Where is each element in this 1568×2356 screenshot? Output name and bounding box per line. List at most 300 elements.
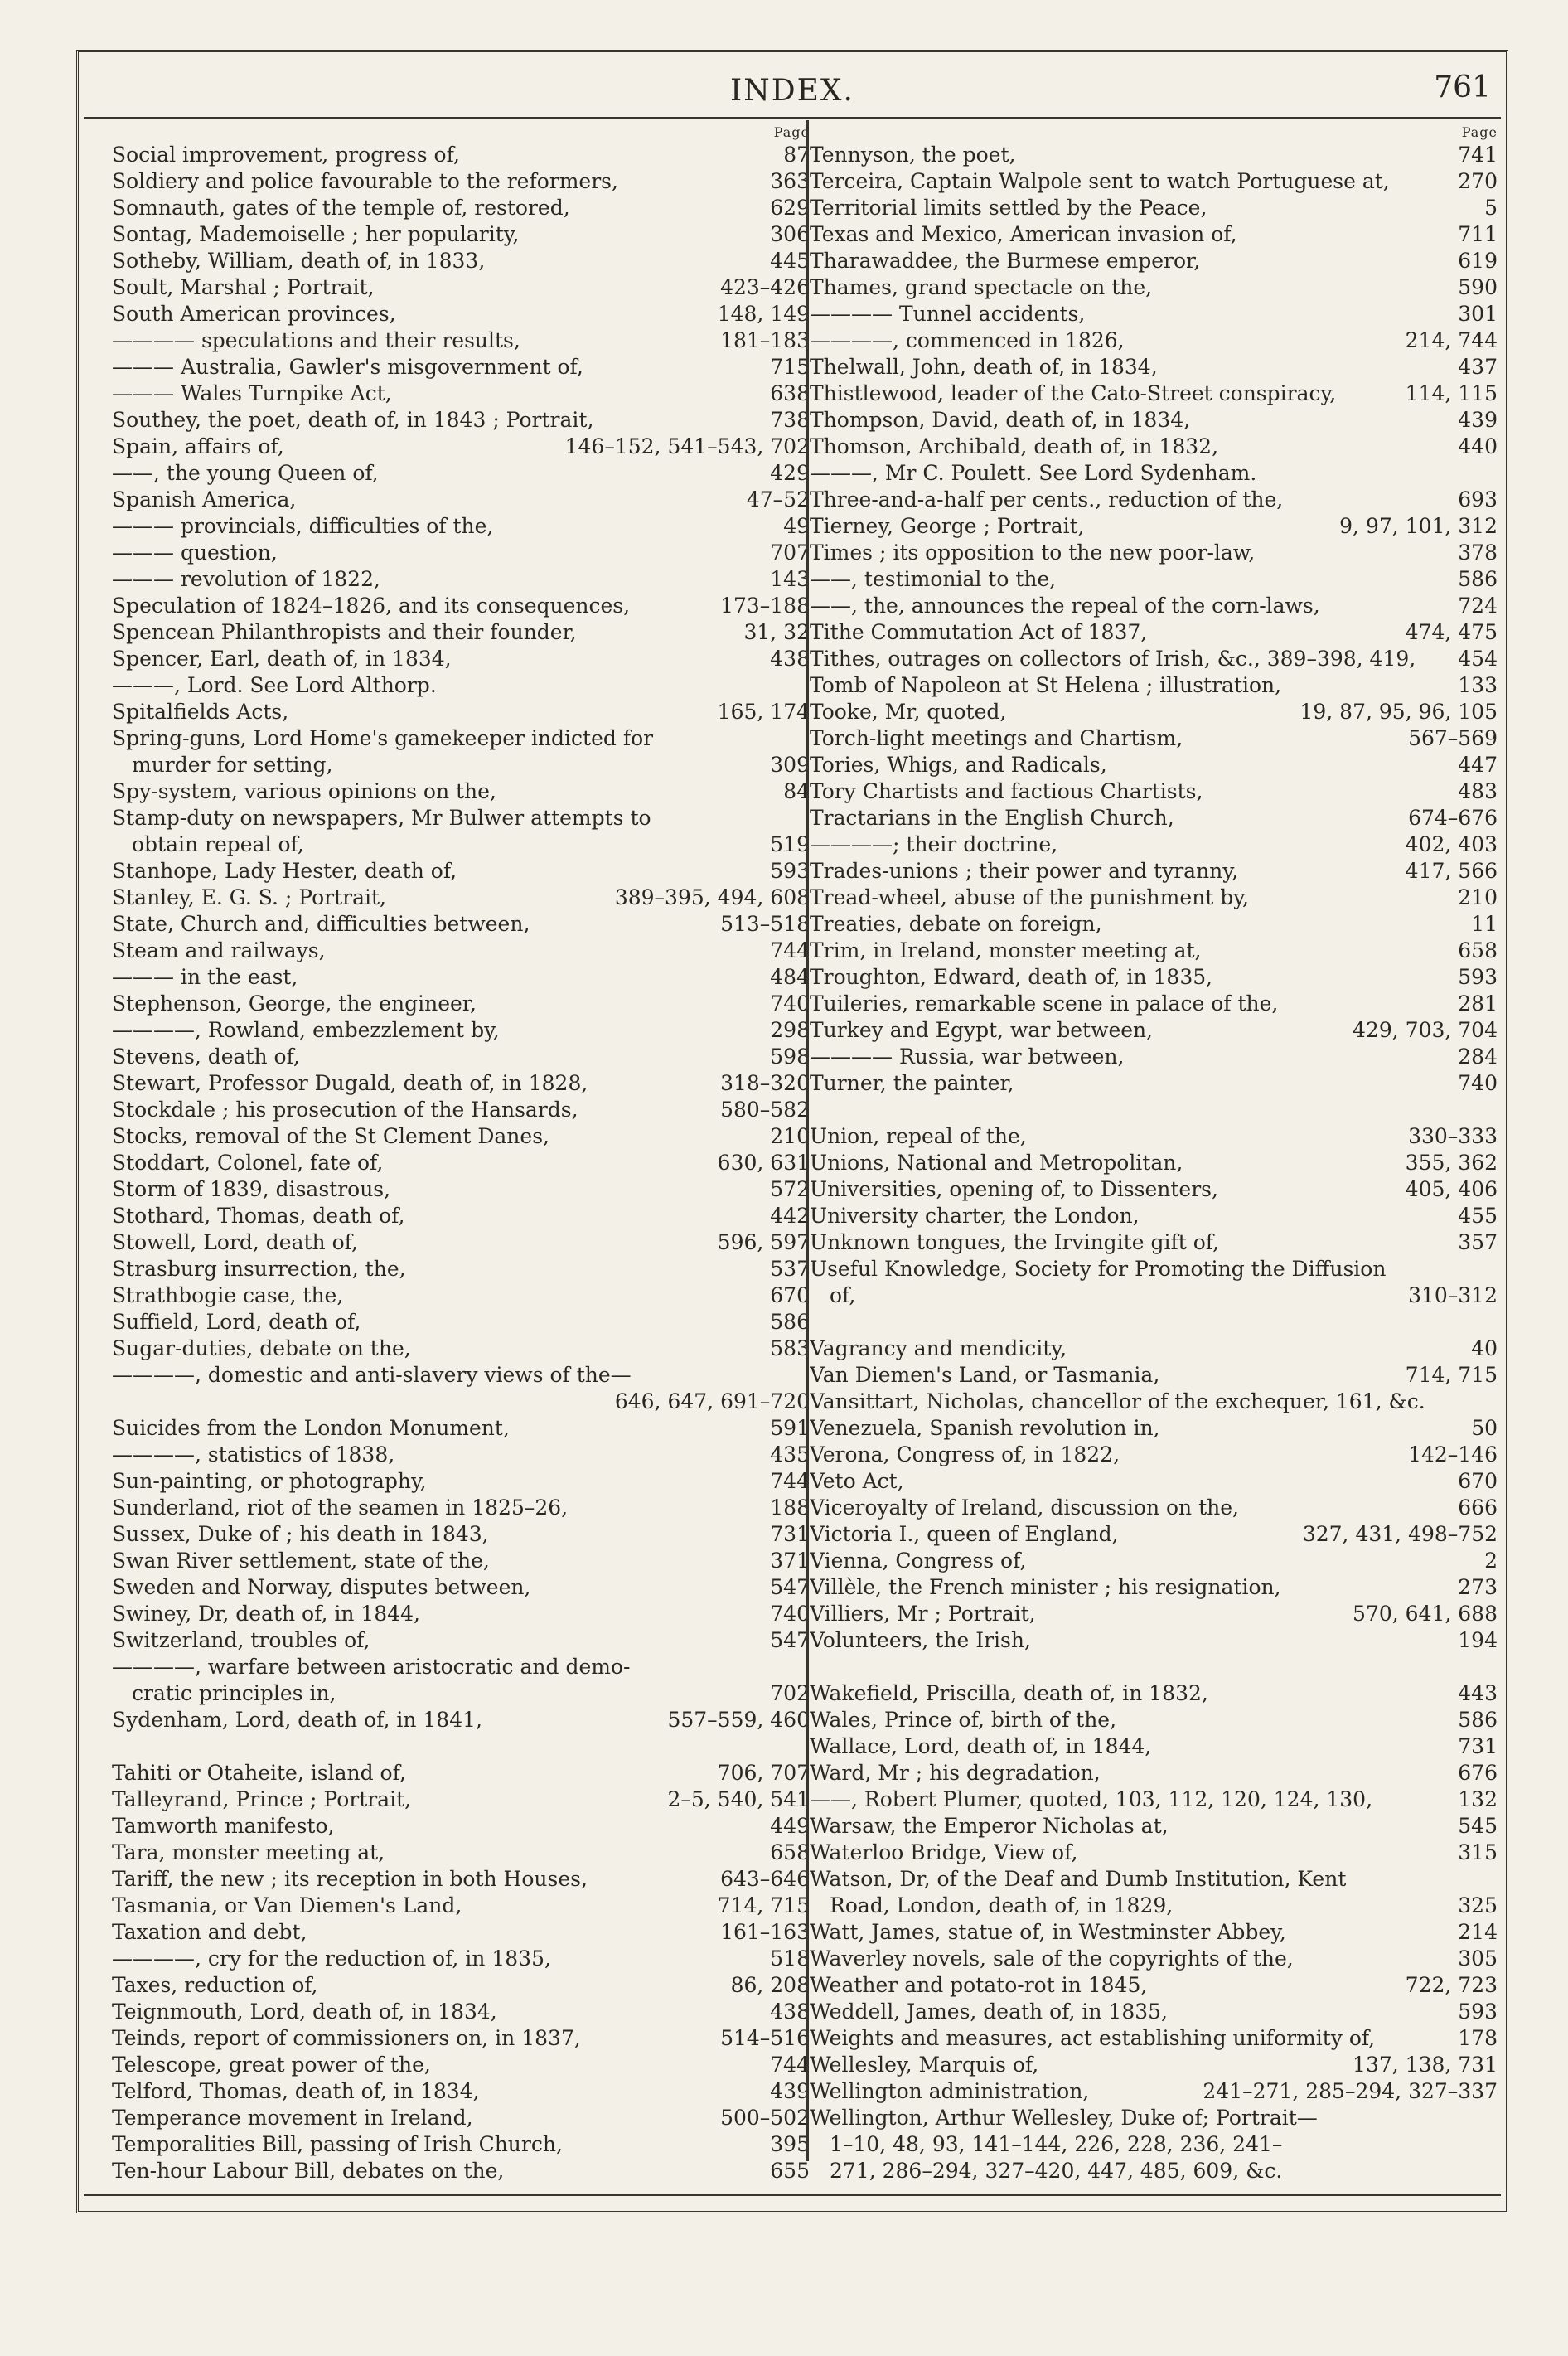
entry-text: Taxation and debt, <box>112 1920 307 1944</box>
entry-pages: 173–188 <box>720 594 810 618</box>
entry-text: Sussex, Duke of ; his death in 1843, <box>112 1522 489 1546</box>
entry-text: ———— Tunnel accidents, <box>810 302 1086 326</box>
entry-pages: 310–312 <box>1408 1283 1498 1307</box>
index-page <box>76 50 1508 2213</box>
index-entry <box>112 1548 818 1574</box>
entry-text: Switzerland, troubles of, <box>112 1628 370 1652</box>
index-entry <box>810 1495 1506 1521</box>
index-entry <box>112 778 818 805</box>
entry-text: Territorial limits settled by the Peace, <box>810 196 1207 220</box>
index-entry <box>810 2052 1506 2078</box>
entry-text: Sydenham, Lord, death of, in 1841, <box>112 1708 482 1732</box>
index-entry <box>810 221 1506 248</box>
index-entry <box>112 752 818 778</box>
index-entry <box>112 1044 818 1070</box>
entry-pages: 715 <box>770 355 810 379</box>
entry-pages: 214, 744 <box>1405 328 1498 352</box>
index-entry <box>112 1866 818 1893</box>
index-entry <box>112 2158 818 2184</box>
entry-text: Unknown tongues, the Irvingite gift of, <box>810 1230 1220 1254</box>
entry-text: Tamworth manifesto, <box>112 1814 335 1838</box>
entry-text: Stevens, death of, <box>112 1045 300 1069</box>
index-entry <box>112 938 818 964</box>
entry-pages: 84 <box>783 779 810 803</box>
index-entry <box>112 434 818 460</box>
entry-text: Stockdale ; his prosecution of the Hansards, <box>112 1098 578 1122</box>
entry-text: Stanhope, Lady Hester, death of, <box>112 859 457 883</box>
entry-text: Spring-guns, Lord Home's gamekeeper indicted for <box>112 726 654 750</box>
entry-pages: 355, 362 <box>1405 1151 1498 1175</box>
entry-text: ——— Wales Turnpike Act, <box>112 381 392 405</box>
entry-pages: 591 <box>770 1416 810 1440</box>
entry-text: Stamp-duty on newspapers, Mr Bulwer attempts to <box>112 806 651 830</box>
entry-text: Tariff, the new ; its reception in both Houses, <box>112 1867 588 1891</box>
entry-text: Torch-light meetings and Chartism, <box>810 726 1183 750</box>
entry-pages: 740 <box>1458 1071 1498 1095</box>
entry-pages: 330–333 <box>1408 1124 1498 1148</box>
entry-text: Wallace, Lord, death of, in 1844, <box>810 1734 1152 1758</box>
index-entry <box>810 168 1506 195</box>
index-entry <box>810 1707 1506 1733</box>
index-entry <box>810 1468 1506 1495</box>
entry-pages: 454 <box>1458 647 1498 671</box>
entry-text: Telescope, great power of the, <box>112 2053 431 2077</box>
entry-text: Storm of 1839, disastrous, <box>112 1177 391 1201</box>
index-entry <box>112 1521 818 1548</box>
index-entry <box>810 885 1506 911</box>
entry-pages: 439 <box>770 2079 810 2103</box>
entry-text: ——, the young Queen of, <box>112 461 379 485</box>
index-entry <box>810 2078 1506 2105</box>
entry-text: Villiers, Mr ; Portrait, <box>810 1602 1036 1626</box>
entry-text: Tories, Whigs, and Radicals, <box>810 753 1107 777</box>
index-entry <box>112 327 818 354</box>
index-entry <box>112 911 818 938</box>
entry-pages: 405, 406 <box>1405 1177 1498 1201</box>
entry-text: Suicides from the London Monument, <box>112 1416 510 1440</box>
entry-pages: 449 <box>770 1814 810 1838</box>
index-entry <box>112 991 818 1017</box>
entry-pages: 545 <box>1458 1814 1498 1838</box>
page-header <box>79 52 1506 119</box>
entry-pages: 646, 647, 691–720 <box>614 1389 810 1413</box>
entry-pages: 674–676 <box>1408 806 1498 830</box>
index-entry <box>112 1813 818 1840</box>
index-entry <box>112 725 818 752</box>
entry-pages: 318–320 <box>720 1071 810 1095</box>
entry-pages: 165, 174 <box>717 700 810 724</box>
index-entry <box>810 195 1506 221</box>
entry-pages: 744 <box>770 938 810 962</box>
index-entry <box>810 1946 1506 1972</box>
entry-pages: 443 <box>1458 1681 1498 1705</box>
index-entry <box>810 1601 1506 1627</box>
entry-pages: 327, 431, 498–752 <box>1302 1522 1498 1546</box>
index-entry <box>112 540 818 566</box>
entry-text: Sun-painting, or photography, <box>112 1469 427 1493</box>
page-number: 761 <box>1434 70 1491 104</box>
entry-text: Times ; its opposition to the new poor-law, <box>810 541 1256 565</box>
entry-pages: 693 <box>1458 487 1498 511</box>
header-rule <box>84 117 1501 119</box>
entry-pages: 483 <box>1458 779 1498 803</box>
index-entry <box>112 1256 818 1282</box>
entry-pages: 572 <box>770 1177 810 1201</box>
index-entry <box>112 301 818 327</box>
entry-pages: 722, 723 <box>1405 1973 1498 1997</box>
index-entry <box>112 1150 818 1176</box>
entry-text: obtain repeal of, <box>132 832 304 856</box>
entry-text: Universities, opening of, to Dissenters, <box>810 1177 1218 1201</box>
entry-pages: 305 <box>1458 1946 1498 1971</box>
index-entry <box>810 1203 1506 1229</box>
entry-text: Tory Chartists and factious Chartists, <box>810 779 1203 803</box>
index-entry <box>112 1309 818 1336</box>
entry-pages: 455 <box>1458 1204 1498 1228</box>
index-entry <box>112 805 818 831</box>
entry-pages: 666 <box>1458 1496 1498 1520</box>
entry-text: Tithes, outrages on collectors of Irish, &c., 389–398, 419, <box>810 647 1416 671</box>
entry-text: ————, statistics of 1838, <box>112 1442 395 1466</box>
entry-pages: 2 <box>1484 1549 1498 1573</box>
entry-pages: 146–152, 541–543, 702 <box>564 434 810 458</box>
entry-text: University charter, the London, <box>810 1204 1140 1228</box>
entry-text: Temperance movement in Ireland, <box>112 2106 473 2130</box>
entry-pages: 724 <box>1458 594 1498 618</box>
entry-text: Union, repeal of the, <box>810 1124 1027 1148</box>
index-entry <box>112 1627 818 1654</box>
entry-text: Teignmouth, Lord, death of, in 1834, <box>112 2000 497 2024</box>
entry-text: Tractarians in the English Church, <box>810 806 1174 830</box>
entry-text: Tennyson, the poet, <box>810 143 1016 167</box>
entry-pages: 500–502 <box>720 2106 810 2130</box>
index-entry <box>112 1123 818 1150</box>
index-entry <box>112 1229 818 1256</box>
index-entry <box>810 2158 1506 2184</box>
index-entry <box>810 964 1506 991</box>
entry-text: Wakefield, Priscilla, death of, in 1832, <box>810 1681 1208 1705</box>
entry-pages: 670 <box>770 1283 810 1307</box>
entry-pages: 5 <box>1484 196 1498 220</box>
entry-pages: 442 <box>770 1204 810 1228</box>
entry-text: Tithe Commutation Act of 1837, <box>810 620 1148 644</box>
entry-text: Strasburg insurrection, the, <box>112 1257 406 1281</box>
index-entry <box>112 2025 818 2052</box>
entry-pages: 284 <box>1458 1045 1498 1069</box>
entry-text: ———— Russia, war between, <box>810 1045 1125 1069</box>
entry-pages: 148, 149 <box>717 302 810 326</box>
index-entry <box>810 1282 1506 1309</box>
index-entry <box>112 1203 818 1229</box>
index-entry <box>112 2052 818 2078</box>
index-entry <box>810 619 1506 646</box>
entry-pages: 598 <box>770 1045 810 1069</box>
index-entry <box>810 1070 1506 1097</box>
entry-text: Turner, the painter, <box>810 1071 1014 1095</box>
entry-pages: 731 <box>770 1522 810 1546</box>
entry-text: Vansittart, Nicholas, chancellor of the exchequer, 161, &c. <box>810 1389 1425 1413</box>
index-entry <box>112 1760 818 1786</box>
index-entry <box>810 752 1506 778</box>
entry-text: murder for setting, <box>132 753 333 777</box>
entry-pages: 676 <box>1458 1761 1498 1785</box>
entry-pages: 593 <box>1458 965 1498 989</box>
entry-pages: 537 <box>770 1257 810 1281</box>
section-gap <box>810 1097 1506 1123</box>
entry-text: Stephenson, George, the engineer, <box>112 991 477 1016</box>
index-entry <box>810 1044 1506 1070</box>
entry-text: Tierney, George ; Portrait, <box>810 514 1085 538</box>
entry-pages: 474, 475 <box>1405 620 1498 644</box>
entry-pages: 437 <box>1458 355 1498 379</box>
entry-text: Stewart, Professor Dugald, death of, in 1828, <box>112 1071 588 1095</box>
entry-text: Wales, Prince of, birth of the, <box>810 1708 1117 1732</box>
entry-text: ————, Rowland, embezzlement by, <box>112 1018 500 1042</box>
index-entry <box>810 1866 1506 1893</box>
entry-pages: 658 <box>1458 938 1498 962</box>
index-entry <box>810 1229 1506 1256</box>
entry-text: Van Diemen's Land, or Tasmania, <box>810 1363 1160 1387</box>
index-entry <box>810 1893 1506 1919</box>
entry-pages: 744 <box>770 1469 810 1493</box>
entry-pages: 547 <box>770 1575 810 1599</box>
entry-text: Tuileries, remarkable scene in palace of the, <box>810 991 1279 1016</box>
entry-text: ——, Robert Plumer, quoted, 103, 112, 120, 124, 130, <box>810 1787 1373 1811</box>
entry-text: Weights and measures, act establishing uniformity of, <box>810 2026 1376 2050</box>
index-entry <box>112 2105 818 2131</box>
entry-text: of, <box>830 1283 856 1307</box>
entry-text: ——, testimonial to the, <box>810 567 1057 591</box>
entry-text: Stanley, E. G. S. ; Portrait, <box>112 885 386 909</box>
index-entry <box>112 1707 818 1733</box>
index-entry <box>112 646 818 672</box>
entry-text: Taxes, reduction of, <box>112 1973 318 1997</box>
entry-pages: 309 <box>770 753 810 777</box>
entry-text: Sugar-duties, debate on the, <box>112 1336 411 1360</box>
index-entry <box>112 964 818 991</box>
entry-text: Spencer, Earl, death of, in 1834, <box>112 647 452 671</box>
entry-text: Tread-wheel, abuse of the punishment by, <box>810 885 1249 909</box>
entry-text: Tooke, Mr, quoted, <box>810 700 1007 724</box>
entry-text: Soldiery and police favourable to the reformers, <box>112 169 618 193</box>
entry-text: Trades-unions ; their power and tyranny, <box>810 859 1239 883</box>
entry-pages: 547 <box>770 1628 810 1652</box>
page-title: INDEX. <box>730 74 854 108</box>
entry-text: Suffield, Lord, death of, <box>112 1310 361 1334</box>
index-entry <box>112 566 818 593</box>
left-page-label: Page <box>773 124 810 140</box>
index-entry <box>810 2025 1506 2052</box>
entry-text: ——— revolution of 1822, <box>112 567 380 591</box>
entry-pages: 567–569 <box>1408 726 1498 750</box>
entry-text: Stowell, Lord, death of, <box>112 1230 358 1254</box>
entry-text: Sotheby, William, death of, in 1833, <box>112 249 486 273</box>
entry-pages: 741 <box>1458 143 1498 167</box>
entry-pages: 744 <box>770 2053 810 2077</box>
entry-text: Thames, grand spectacle on the, <box>810 275 1153 299</box>
index-entry <box>810 1176 1506 1203</box>
entry-text: Treaties, debate on foreign, <box>810 912 1102 936</box>
entry-text: ———, Lord. See Lord Althorp. <box>112 673 437 697</box>
entry-pages: 707 <box>770 541 810 565</box>
index-entry <box>810 1521 1506 1548</box>
entry-text: ————, warfare between aristocratic and demo- <box>112 1655 631 1679</box>
index-entry <box>112 1680 818 1707</box>
index-entry <box>810 1813 1506 1840</box>
entry-text: ———, Mr C. Poulett. See Lord Sydenham. <box>810 461 1257 485</box>
index-entry <box>112 672 818 699</box>
entry-pages: 740 <box>770 991 810 1016</box>
index-entry <box>112 381 818 407</box>
entry-text: Troughton, Edward, death of, in 1835, <box>810 965 1213 989</box>
entry-pages: 711 <box>1458 222 1498 246</box>
index-entry <box>112 1946 818 1972</box>
entry-pages: 630, 631 <box>717 1151 810 1175</box>
entry-text: Spain, affairs of, <box>112 434 284 458</box>
entry-pages: 438 <box>770 2000 810 2024</box>
entry-text: Swan River settlement, state of the, <box>112 1549 490 1573</box>
entry-text: South American provinces, <box>112 302 396 326</box>
index-entry <box>112 1893 818 1919</box>
entry-text: Spitalfields Acts, <box>112 700 289 724</box>
index-entry <box>810 301 1506 327</box>
index-entry <box>112 460 818 487</box>
entry-pages: 435 <box>770 1442 810 1466</box>
index-entry <box>810 725 1506 752</box>
index-entry <box>112 1070 818 1097</box>
entry-text: Trim, in Ireland, monster meeting at, <box>810 938 1202 962</box>
entry-text: Tasmania, or Van Diemen's Land, <box>112 1893 462 1917</box>
index-entry <box>112 168 818 195</box>
entry-text: Villèle, the French minister ; his resignation, <box>810 1575 1281 1599</box>
entry-text: State, Church and, difficulties between, <box>112 912 530 936</box>
entry-pages: 31, 32 <box>743 620 810 644</box>
entry-pages: 596, 597 <box>717 1230 810 1254</box>
entry-text: Watt, James, statue of, in Westminster Abbey, <box>810 1920 1286 1944</box>
index-entry <box>810 1760 1506 1786</box>
entry-pages: 740 <box>770 1602 810 1626</box>
index-entry <box>112 142 818 168</box>
entry-pages: 519 <box>770 832 810 856</box>
entry-pages: 439 <box>1458 408 1498 432</box>
entry-pages: 514–516 <box>720 2026 810 2050</box>
entry-text: Somnauth, gates of the temple of, restored, <box>112 196 570 220</box>
index-entry <box>112 1999 818 2025</box>
entry-text: Sweden and Norway, disputes between, <box>112 1575 531 1599</box>
entry-text: Useful Knowledge, Society for Promoting the Diffusion <box>810 1257 1387 1281</box>
entry-text: Speculation of 1824–1826, and its consequences, <box>112 594 631 618</box>
entry-text: Venezuela, Spanish revolution in, <box>810 1416 1160 1440</box>
entry-pages: 447 <box>1458 753 1498 777</box>
entry-text: Swiney, Dr, death of, in 1844, <box>112 1602 420 1626</box>
entry-pages: 580–582 <box>720 1098 810 1122</box>
index-entry <box>112 1176 818 1203</box>
entry-pages: 731 <box>1458 1734 1498 1758</box>
entry-pages: 194 <box>1458 1628 1498 1652</box>
index-entry <box>810 831 1506 858</box>
entry-text: Veto Act, <box>810 1469 904 1493</box>
entry-text: Stothard, Thomas, death of, <box>112 1204 405 1228</box>
entry-pages: 306 <box>770 222 810 246</box>
entry-pages: 655 <box>770 2159 810 2183</box>
entry-text: Spencean Philanthropists and their founder, <box>112 620 577 644</box>
index-entry <box>810 991 1506 1017</box>
index-entry <box>112 2131 818 2158</box>
index-entry <box>810 487 1506 513</box>
index-entry <box>810 1627 1506 1654</box>
index-entry <box>810 1548 1506 1574</box>
entry-text: Thelwall, John, death of, in 1834, <box>810 355 1158 379</box>
entry-pages: 210 <box>1458 885 1498 909</box>
entry-pages: 161–163 <box>720 1920 810 1944</box>
right-column <box>810 124 1506 2184</box>
entry-text: Tara, monster meeting at, <box>112 1840 385 1864</box>
entry-pages: 583 <box>770 1336 810 1360</box>
index-entry <box>112 248 818 274</box>
index-entry <box>112 619 818 646</box>
index-entry <box>112 1442 818 1468</box>
index-entry <box>810 1574 1506 1601</box>
entry-pages: 281 <box>1458 991 1498 1016</box>
index-entry <box>810 566 1506 593</box>
index-entry <box>810 1919 1506 1946</box>
index-entry <box>810 1786 1506 1813</box>
index-entry <box>810 2105 1506 2131</box>
entry-text: ————; their doctrine, <box>810 832 1058 856</box>
index-entry <box>810 434 1506 460</box>
entry-pages: 47–52 <box>746 487 810 511</box>
index-entry <box>810 938 1506 964</box>
index-entry <box>810 1389 1506 1415</box>
index-entry <box>112 1097 818 1123</box>
entry-text: ————, commenced in 1826, <box>810 328 1125 352</box>
entry-pages: 298 <box>770 1018 810 1042</box>
index-entry <box>810 142 1506 168</box>
index-entry <box>810 858 1506 885</box>
entry-pages: 357 <box>1458 1230 1498 1254</box>
index-entry <box>112 513 818 540</box>
entry-pages: 241–271, 285–294, 327–337 <box>1203 2079 1498 2103</box>
section-gap <box>112 1733 818 1760</box>
index-entry <box>112 831 818 858</box>
entry-text: Ten-hour Labour Bill, debates on the, <box>112 2159 505 2183</box>
entry-pages: 50 <box>1471 1416 1498 1440</box>
entry-pages: 188 <box>770 1496 810 1520</box>
entry-text: Texas and Mexico, American invasion of, <box>810 222 1237 246</box>
entry-pages: 429 <box>770 461 810 485</box>
entry-pages: 590 <box>1458 275 1498 299</box>
index-entry <box>810 778 1506 805</box>
entry-text: Soult, Marshal ; Portrait, <box>112 275 375 299</box>
entry-pages: 702 <box>770 1681 810 1705</box>
entry-text: Strathbogie case, the, <box>112 1283 344 1307</box>
entry-pages: 738 <box>770 408 810 432</box>
entry-text: Steam and railways, <box>112 938 326 962</box>
entry-text: Wellington administration, <box>810 2079 1090 2103</box>
index-entry <box>112 1336 818 1362</box>
entry-pages: 513–518 <box>720 912 810 936</box>
entry-pages: 438 <box>770 647 810 671</box>
entry-pages: 714, 715 <box>1405 1363 1498 1387</box>
entry-pages: 270 <box>1458 169 1498 193</box>
entry-text: ——— provincials, difficulties of the, <box>112 514 494 538</box>
index-entry <box>810 1415 1506 1442</box>
entry-text: Spanish America, <box>112 487 297 511</box>
entry-text: cratic principles in, <box>132 1681 336 1705</box>
entry-text: ——, the, announces the repeal of the corn-laws, <box>810 594 1320 618</box>
index-entry <box>810 1972 1506 1999</box>
index-entry <box>112 1495 818 1521</box>
